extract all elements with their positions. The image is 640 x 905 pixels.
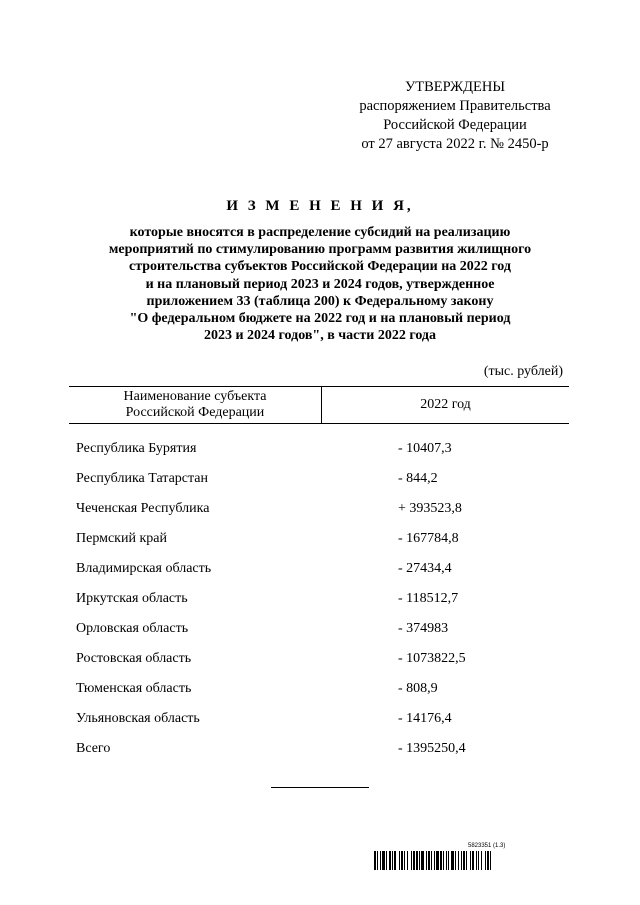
amount-value: - 118512,7: [398, 591, 459, 606]
header-region-name: [69, 387, 322, 423]
table-row: [76, 557, 576, 587]
table-row: [76, 437, 576, 467]
table-row: [76, 647, 576, 677]
units-label: (тыс. рублей): [483, 364, 563, 379]
table-body: [76, 437, 576, 767]
amount-value: - 167784,8: [398, 531, 459, 546]
region-name: Владимирская область: [76, 561, 212, 576]
closing-divider: [271, 787, 369, 788]
barcode-image: [374, 851, 570, 870]
header-year: 2022 год: [420, 397, 471, 412]
table-row: [76, 617, 576, 647]
amount-value: - 1073822,5: [398, 651, 466, 666]
region-name: Орловская область: [76, 621, 189, 636]
approval-block: [340, 78, 570, 154]
subtitle-line: мероприятий по стимулированию программ развития жилищного: [108, 242, 532, 258]
document-title: И З М Е Н Е Н И Я,: [226, 198, 414, 214]
subtitle-line: 2023 и 2024 годов", в части 2022 года: [203, 328, 437, 344]
table-row: [76, 677, 576, 707]
subtitle-line: которые вносятся в распределение субсидий на реализацию: [129, 225, 511, 240]
subtitle-line: строительства субъектов Российской Федерации на 2022 год: [129, 259, 511, 275]
table-row: [76, 587, 576, 617]
total-value: - 1395250,4: [398, 741, 466, 756]
subtitle-line: "О федеральном бюджете на 2022 год и на плановый период: [129, 311, 511, 327]
approval-line-4: от 27 августа 2022 г. № 2450-р: [361, 136, 549, 152]
document-subtitle: [60, 224, 580, 344]
amount-value: - 14176,4: [398, 711, 452, 726]
region-name: Республика Бурятия: [76, 441, 197, 456]
table-row-total: [76, 737, 576, 767]
table-row: [76, 497, 576, 527]
barcode-label: 5823351 (1.3): [468, 843, 506, 849]
subtitle-line: приложением 33 (таблица 200) к Федеральному закону: [146, 293, 494, 309]
amount-value: + 393523,8: [398, 501, 462, 516]
table-header: [69, 386, 569, 424]
region-name: Ульяновская область: [76, 711, 200, 726]
region-name: Ростовская область: [76, 651, 192, 666]
amount-value: - 844,2: [398, 471, 438, 486]
region-name: Республика Татарстан: [76, 471, 209, 486]
table-row: [76, 707, 576, 737]
amount-value: - 10407,3: [398, 441, 452, 456]
approval-line-3: Российской Федерации: [383, 117, 527, 133]
table-row: [76, 527, 576, 557]
subtitle-line: и на плановый период 2023 и 2024 годов, утвержденное: [145, 276, 495, 292]
approval-heading: УТВЕРЖДЕНЫ: [404, 79, 506, 95]
region-name: Чеченская Республика: [76, 501, 210, 516]
header-region-line-2: Российской Федерации: [125, 405, 265, 420]
amount-value: - 27434,4: [398, 561, 452, 576]
amount-value: - 808,9: [398, 681, 438, 696]
header-region-line-1: Наименование субъекта: [123, 389, 267, 404]
approval-line-2: распоряжением Правительства: [359, 98, 551, 114]
table-row: [76, 467, 576, 497]
region-name: Тюменская область: [76, 681, 192, 696]
total-label: Всего: [76, 741, 111, 756]
amount-value: - 374983: [398, 621, 449, 636]
region-name: Иркутская область: [76, 591, 188, 606]
region-name: Пермский край: [76, 531, 167, 546]
